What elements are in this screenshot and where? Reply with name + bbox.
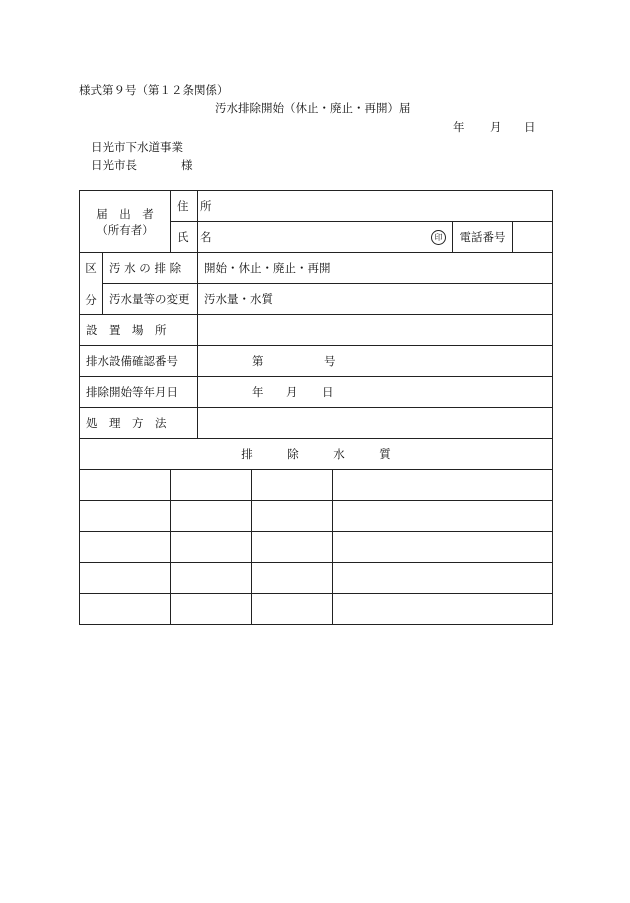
recipient-name: 日光市長 xyxy=(91,158,137,172)
applicant-label-line1: 届 出 者 xyxy=(96,206,154,221)
confirm-number-field[interactable] xyxy=(198,346,553,377)
start-day: 日 xyxy=(322,385,334,399)
change-label: 汚水量等の変更 xyxy=(103,284,198,315)
start-year: 年 xyxy=(252,385,264,399)
quality-cell[interactable] xyxy=(80,594,171,625)
confirm-go: 号 xyxy=(324,354,336,368)
discharge-options[interactable]: 開始・休止・廃止・再開 xyxy=(198,253,553,284)
recipient-department: 日光市下水道事業 xyxy=(91,140,183,154)
treatment-method-label: 処 理 方 法 xyxy=(80,408,198,439)
discharge-label: 汚 水 の 排 除 xyxy=(103,253,198,284)
start-month: 月 xyxy=(286,385,298,399)
quality-cell[interactable] xyxy=(171,501,252,532)
kubun-char-1: 区 xyxy=(85,260,97,275)
applicant-label xyxy=(80,191,171,253)
quality-cell[interactable] xyxy=(171,470,252,501)
form-title: 汚水排除開始（休止・廃止・再開）届 xyxy=(215,101,411,115)
kubun-label xyxy=(80,253,103,315)
change-options[interactable]: 汚水量・水質 xyxy=(198,284,553,315)
recipient-line xyxy=(91,157,193,173)
quality-row xyxy=(80,470,553,501)
kubun-char-2: 分 xyxy=(85,292,97,307)
quality-cell[interactable] xyxy=(252,470,333,501)
quality-cell[interactable] xyxy=(80,532,171,563)
quality-row xyxy=(80,594,553,625)
notification-form xyxy=(79,190,553,625)
quality-cell[interactable] xyxy=(171,594,252,625)
location-label: 設 置 場 所 xyxy=(80,315,198,346)
quality-cell[interactable] xyxy=(252,563,333,594)
quality-cell[interactable] xyxy=(333,532,553,563)
form-number: 様式第９号（第１２条関係） xyxy=(79,83,229,97)
quality-cell[interactable] xyxy=(252,501,333,532)
name-field[interactable] xyxy=(198,222,453,253)
applicant-label-line2: （所有者） xyxy=(96,222,154,237)
quality-cell[interactable] xyxy=(333,594,553,625)
date-day: 日 xyxy=(524,120,536,134)
honorific: 様 xyxy=(181,158,193,172)
date-month: 月 xyxy=(490,120,502,134)
quality-cell[interactable] xyxy=(80,501,171,532)
quality-cell[interactable] xyxy=(252,594,333,625)
quality-cell[interactable] xyxy=(333,563,553,594)
phone-label: 電話番号 xyxy=(453,222,513,253)
submission-date xyxy=(453,119,536,135)
quality-cell[interactable] xyxy=(80,470,171,501)
quality-row xyxy=(80,501,553,532)
name-label: 氏 名 xyxy=(171,222,198,253)
address-field[interactable] xyxy=(198,191,553,222)
quality-row xyxy=(80,532,553,563)
date-year: 年 xyxy=(453,120,465,134)
location-field[interactable] xyxy=(198,315,553,346)
address-label: 住 所 xyxy=(171,191,198,222)
quality-cell[interactable] xyxy=(333,501,553,532)
quality-cell[interactable] xyxy=(171,532,252,563)
water-quality-header: 排 除 水 質 xyxy=(80,439,553,470)
start-date-field[interactable] xyxy=(198,377,553,408)
seal-mark: 印 xyxy=(431,230,446,245)
quality-cell[interactable] xyxy=(252,532,333,563)
confirm-number-label: 排水設備確認番号 xyxy=(80,346,198,377)
quality-cell[interactable] xyxy=(171,563,252,594)
confirm-dai: 第 xyxy=(252,354,264,368)
phone-field[interactable] xyxy=(513,222,553,253)
quality-cell[interactable] xyxy=(333,470,553,501)
start-date-label: 排除開始等年月日 xyxy=(80,377,198,408)
treatment-method-field[interactable] xyxy=(198,408,553,439)
quality-cell[interactable] xyxy=(80,563,171,594)
quality-row xyxy=(80,563,553,594)
